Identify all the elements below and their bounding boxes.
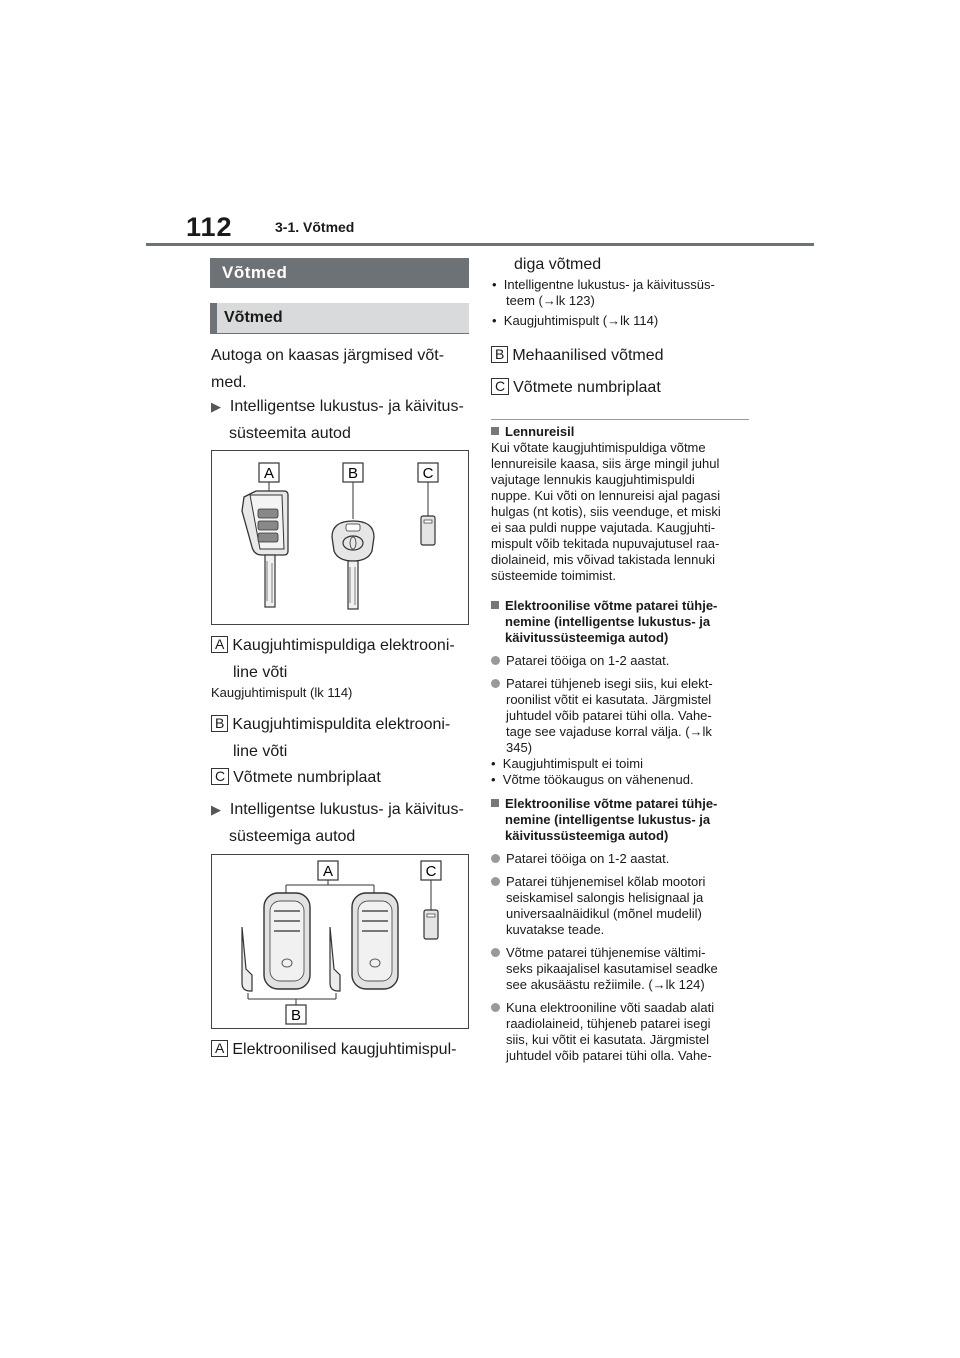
mechanical-key-icon — [332, 521, 374, 609]
right-item-c — [491, 374, 751, 401]
heading-main: Võtmed — [210, 258, 469, 288]
item-b-line: Kaugjuhtimispuldita elektrooni- — [232, 716, 451, 733]
circle-bullet-icon — [491, 948, 500, 957]
item-a-note: Kaugjuhtimispult (lk 114) — [211, 685, 353, 700]
note-line: siis, kui võtit ei kasutata. Järgmistel — [506, 1032, 710, 1047]
item-letter-c: C — [211, 768, 229, 785]
figure-label-b: B — [290, 1007, 302, 1024]
figure-keys-1 — [211, 450, 469, 625]
note-line: Patarei tühjenemisel kõlab mootori — [506, 874, 706, 889]
note-line: seiskamisel salongis helisignaal ja — [506, 890, 704, 905]
note-line: see akusäästu režiimile. (→lk 124) — [506, 977, 705, 992]
note-line: diolaineid, mis võivad takistada lennuki — [491, 552, 716, 567]
item-letter-b: B — [491, 346, 508, 363]
number-plate-icon — [424, 910, 438, 939]
figure-keys-2 — [211, 854, 469, 1029]
subsection-line: süsteemiga autod — [229, 828, 356, 845]
intro-text — [211, 342, 471, 396]
note-line: roonilist võtit ei kasutata. Järgmistel — [506, 692, 712, 707]
note-line: nuppe. Kui võti on lennureisi ajal pagasi — [491, 488, 721, 503]
item-a-block — [211, 632, 471, 686]
item-b-line: line võti — [233, 743, 288, 760]
number-plate-icon — [421, 516, 435, 545]
keys-illustration-1 — [212, 451, 468, 624]
section-divider — [491, 419, 749, 420]
note-line: ei saa puldi nuppe vajutada. Kaugjuhti- — [491, 520, 716, 535]
right-item-b — [491, 342, 751, 369]
figure-label-c: C — [422, 465, 434, 482]
note-line: lennureisile kaasa, siis ärge mingil juhul — [491, 456, 720, 471]
note-line: juhtudel võib patarei tühi olla. Vahe- — [506, 708, 712, 723]
circle-bullet-icon — [491, 854, 500, 863]
note-line: süsteemide toimimist. — [491, 568, 616, 583]
subsection-line: süsteemita autod — [229, 425, 351, 442]
page-number: 112 — [186, 212, 233, 242]
bullet-list: • Intelligentne lukustus- ja käivitussüs- teem (→lk 123) • Kaugjuhtimispult (→lk 114) — [492, 277, 752, 329]
triangle-icon: ▶ — [211, 802, 221, 817]
bullet-line: Kaugjuhtimispult (→lk 114) — [503, 313, 659, 328]
figure-label-b: B — [347, 465, 359, 482]
note-line: Patarei tööiga on 1-2 aastat. — [506, 851, 670, 866]
intro-line: med. — [211, 374, 247, 391]
item-letter-b: B — [211, 715, 228, 732]
note-line: mispult võib tekitada nupuvajutusel raa- — [491, 536, 720, 551]
item-a-line: line võti — [233, 664, 288, 681]
item-letter-a: A — [211, 636, 228, 653]
figure-label-a: A — [322, 863, 334, 880]
square-bullet-icon — [491, 427, 499, 435]
note-line: seks pikaajalisel kasutamisel seadke — [506, 961, 718, 976]
note-battery-2 — [491, 796, 753, 1064]
smart-key-icon — [330, 893, 398, 991]
square-bullet-icon — [491, 799, 499, 807]
item-b-text: Mehaanilised võtmed — [512, 347, 664, 364]
bullet-line: Intelligentne lukustus- ja käivitussüs- — [503, 277, 715, 292]
item-letter-a: A — [211, 1040, 228, 1057]
keys-illustration-2 — [212, 855, 468, 1028]
note-title: nemine (intelligentse lukustus- ja — [505, 812, 711, 827]
item-a-line: Kaugjuhtimispuldiga elektrooni- — [232, 637, 455, 654]
item-a2-block — [211, 1036, 471, 1063]
note-flight — [491, 424, 753, 584]
item-c-text: Võtmete numbriplaat — [233, 769, 381, 786]
item-c-block — [211, 764, 471, 791]
circle-bullet-icon — [491, 877, 500, 886]
subsection-no-smart — [211, 393, 471, 447]
note-line: raadiolaineid, tühjeneb patarei isegi — [506, 1016, 711, 1031]
note-title: käivitussüsteemiga autod) — [505, 828, 669, 843]
note-line: Kui võtate kaugjuhtimispuldiga võtme — [491, 440, 706, 455]
item-letter-c: C — [491, 378, 509, 395]
subsection-smart — [211, 796, 471, 850]
note-battery-1: Elektroonilise võtme patarei tühje- nemine (intelligentse lukustus- ja käivitussüsteemiga autod) Patarei tööiga on 1-2 aastat. Patarei tühjeneb isegi siis, kui elekt- roonilist võtit ei kasutata. Järgmistel juhtudel võib patarei tühi olla. Vahe- tage see vajaduse korral välja. (→lk 345) • Kaugjuhtimispult ei toimi • Võtme töökaugus on vähenenud. — [491, 598, 753, 788]
note-line: 345) — [506, 740, 533, 755]
note-line: Võtme patarei tühjenemise vältimi- — [506, 945, 706, 960]
figure-label-c: C — [425, 863, 437, 880]
note-line: tage see vajaduse korral välja. (→lk — [506, 724, 712, 739]
item-a2-text: Elektroonilised kaugjuhtimispul- — [232, 1041, 457, 1058]
note-title: Elektroonilise võtme patarei tühje- — [505, 598, 718, 613]
circle-bullet-icon — [491, 656, 500, 665]
note-line: Patarei tööiga on 1-2 aastat. — [506, 653, 670, 668]
item-b-block — [211, 711, 471, 765]
bullet-line: teem (→lk 123) — [506, 293, 595, 308]
continuation-line: diga võtmed — [514, 256, 602, 273]
item-c-text: Võtmete numbriplaat — [513, 379, 661, 396]
note-line: Kaugjuhtimispult ei toimi — [502, 756, 643, 771]
heading-sub: Võtmed — [210, 303, 469, 334]
intro-line: Autoga on kaasas järgmised võt- — [211, 347, 445, 364]
triangle-icon: ▶ — [211, 399, 221, 414]
note-line: Kuna elektrooniline võti saadab alati — [506, 1000, 715, 1015]
subsection-line: Intelligentse lukustus- ja käivitus- — [229, 398, 464, 415]
note-title: Elektroonilise võtme patarei tühje- — [505, 796, 718, 811]
circle-bullet-icon — [491, 679, 500, 688]
smart-key-icon — [242, 893, 310, 991]
note-line: juhtudel võib patarei tühi olla. Vahe- — [506, 1048, 712, 1063]
remote-key-icon — [242, 491, 288, 607]
circle-bullet-icon — [491, 1003, 500, 1012]
subsection-line: Intelligentse lukustus- ja käivitus- — [229, 801, 464, 818]
header-rule — [146, 243, 814, 246]
note-line: kuvatakse teade. — [506, 922, 605, 937]
note-line: vajutage lennukis kaugjuhtimispuldi — [491, 472, 695, 487]
note-line: universaalnäidikul (mõnel mudelil) — [506, 906, 702, 921]
figure-label-a: A — [263, 465, 275, 482]
note-line: hulgas (nt kotis), siis veenduge, et miski — [491, 504, 721, 519]
note-title: nemine (intelligentse lukustus- ja — [505, 614, 711, 629]
note-title: Lennureisil — [505, 424, 575, 439]
note-title: käivitussüsteemiga autod) — [505, 630, 669, 645]
note-line: Võtme töökaugus on vähenenud. — [502, 772, 694, 787]
note-line: Patarei tühjeneb isegi siis, kui elekt- — [506, 676, 713, 691]
section-title: 3-1. Võtmed — [275, 219, 355, 235]
square-bullet-icon — [491, 601, 499, 609]
